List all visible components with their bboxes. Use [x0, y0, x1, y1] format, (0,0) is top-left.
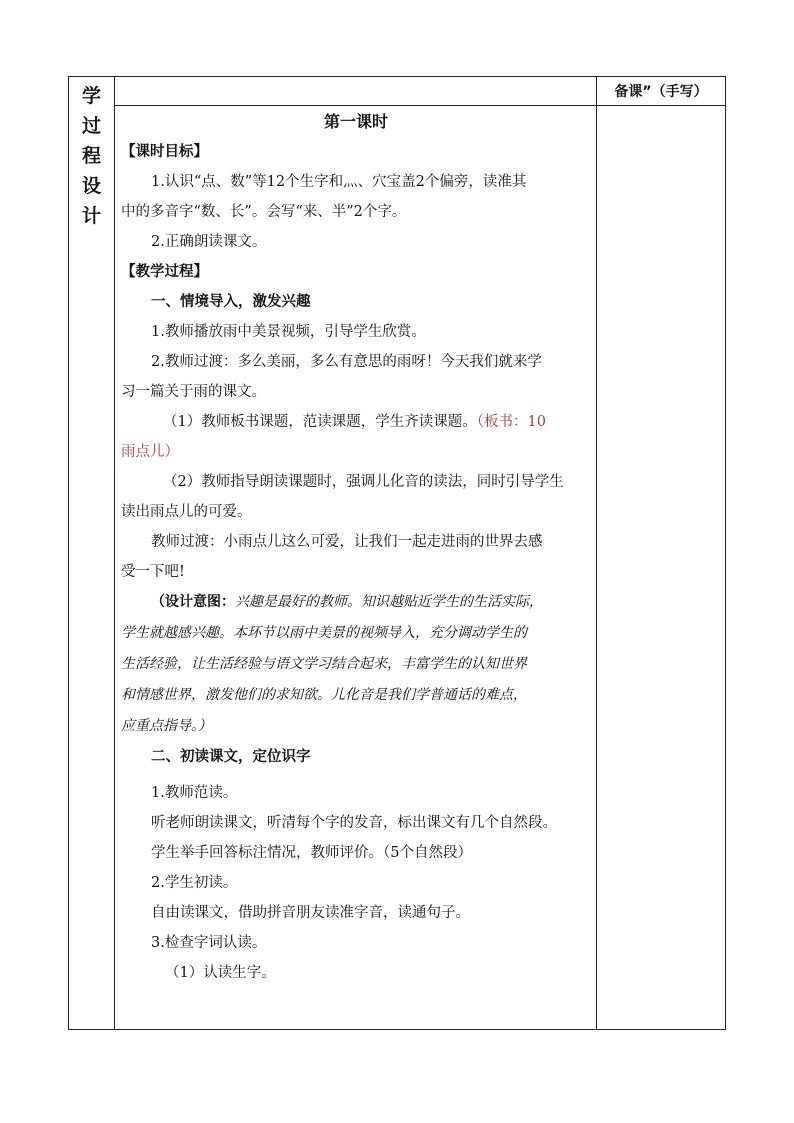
section-2-step-3: 3.检查字词认读。 — [151, 935, 267, 951]
section-2-step-1-detail: 听老师朗读课文，听清每个字的发音，标出课文有几个自然段。 — [151, 815, 557, 831]
section-1-sub-2-line-2: 读出雨点儿的可爱。 — [121, 504, 252, 520]
section-1-step-2-line-1: 2.教师过渡：多么美丽，多么有意思的雨呀！今天我们就来学 — [151, 354, 542, 370]
lesson-content — [121, 107, 591, 988]
section-1-transition-line-2: 受一下吧! — [121, 564, 185, 580]
section-2-step-1: 1.教师范读。 — [151, 785, 238, 801]
goal-1-line-2: 中的多音字“数、长”。会写“来、半”2个字。 — [121, 204, 407, 220]
design-intent-line-4: 和情感世界，激发他们的求知欲。儿化音是我们学普通话的难点， — [121, 687, 527, 703]
section-2-step-2: 2.学生初读。 — [151, 875, 238, 891]
design-intent-line-2: 学生就越感兴趣。本环节以雨中美景的视频导入，充分调动学生的 — [121, 625, 527, 641]
lesson-title: 第一课时 — [323, 112, 388, 131]
goal-1-line-1: 1.认识“点、数”等12个生字和灬、穴宝盖2个偏旁，读准其 — [151, 174, 527, 190]
design-intent-line-1: （设计意图：兴趣是最好的教师。知识越贴近学生的生活实际， — [151, 594, 543, 610]
process-heading: 【教学过程】 — [121, 264, 208, 280]
section-1-sub-1-line-1 — [121, 407, 591, 437]
section-2-step-3-sub-1: （1）认读生字。 — [165, 965, 276, 981]
design-intent-line-5: 应重点指导。） — [121, 718, 212, 734]
header-row-divider — [114, 105, 725, 106]
goals-heading: 【课时目标】 — [121, 144, 208, 160]
design-intent-line-3: 生活经验，让生活经验与语文学习结合起来，丰富学生的认知世界 — [121, 656, 527, 672]
section-1-heading: 一、情境导入，激发兴趣 — [151, 294, 311, 310]
section-1-sub-2-line-1: （2）教师指导朗读课题时，强调儿化音的读法，同时引导学生 — [163, 474, 564, 490]
section-1-step-2-line-2: 习一篇关于雨的课文。 — [121, 384, 266, 400]
section-2-heading: 二、初读课文，定位识字 — [151, 749, 311, 765]
section-1-transition-line-1: 教师过渡：小雨点儿这么可爱，让我们一起走进雨的世界去感 — [151, 534, 543, 550]
section-1-step-1: 1.教师播放雨中美景视频，引导学生欣赏。 — [151, 324, 426, 340]
lesson-plan-table — [68, 76, 726, 1030]
board-note: （板书：10 — [476, 414, 546, 430]
sub-1-text: （1）教师板书课题，范读课题，学生齐读课题。 — [163, 414, 477, 430]
handwritten-notes-header: 备课”（手写） — [614, 84, 708, 100]
section-2-step-2-detail: 自由读课文，借助拼音朋友读准字音，读通句子。 — [151, 905, 470, 921]
column-divider-right — [596, 77, 597, 1029]
goal-2: 2.正确朗读课文。 — [151, 234, 267, 250]
process-design-label: 学 过 程 设 计 — [81, 85, 101, 227]
section-2-step-1-answer: 学生举手回答标注情况，教师评价。（5个自然段） — [151, 845, 472, 861]
section-1-sub-1-line-2: 雨点儿） — [121, 444, 179, 460]
column-divider-left — [114, 77, 115, 1029]
design-intent-label: （设计意图： — [151, 594, 235, 610]
